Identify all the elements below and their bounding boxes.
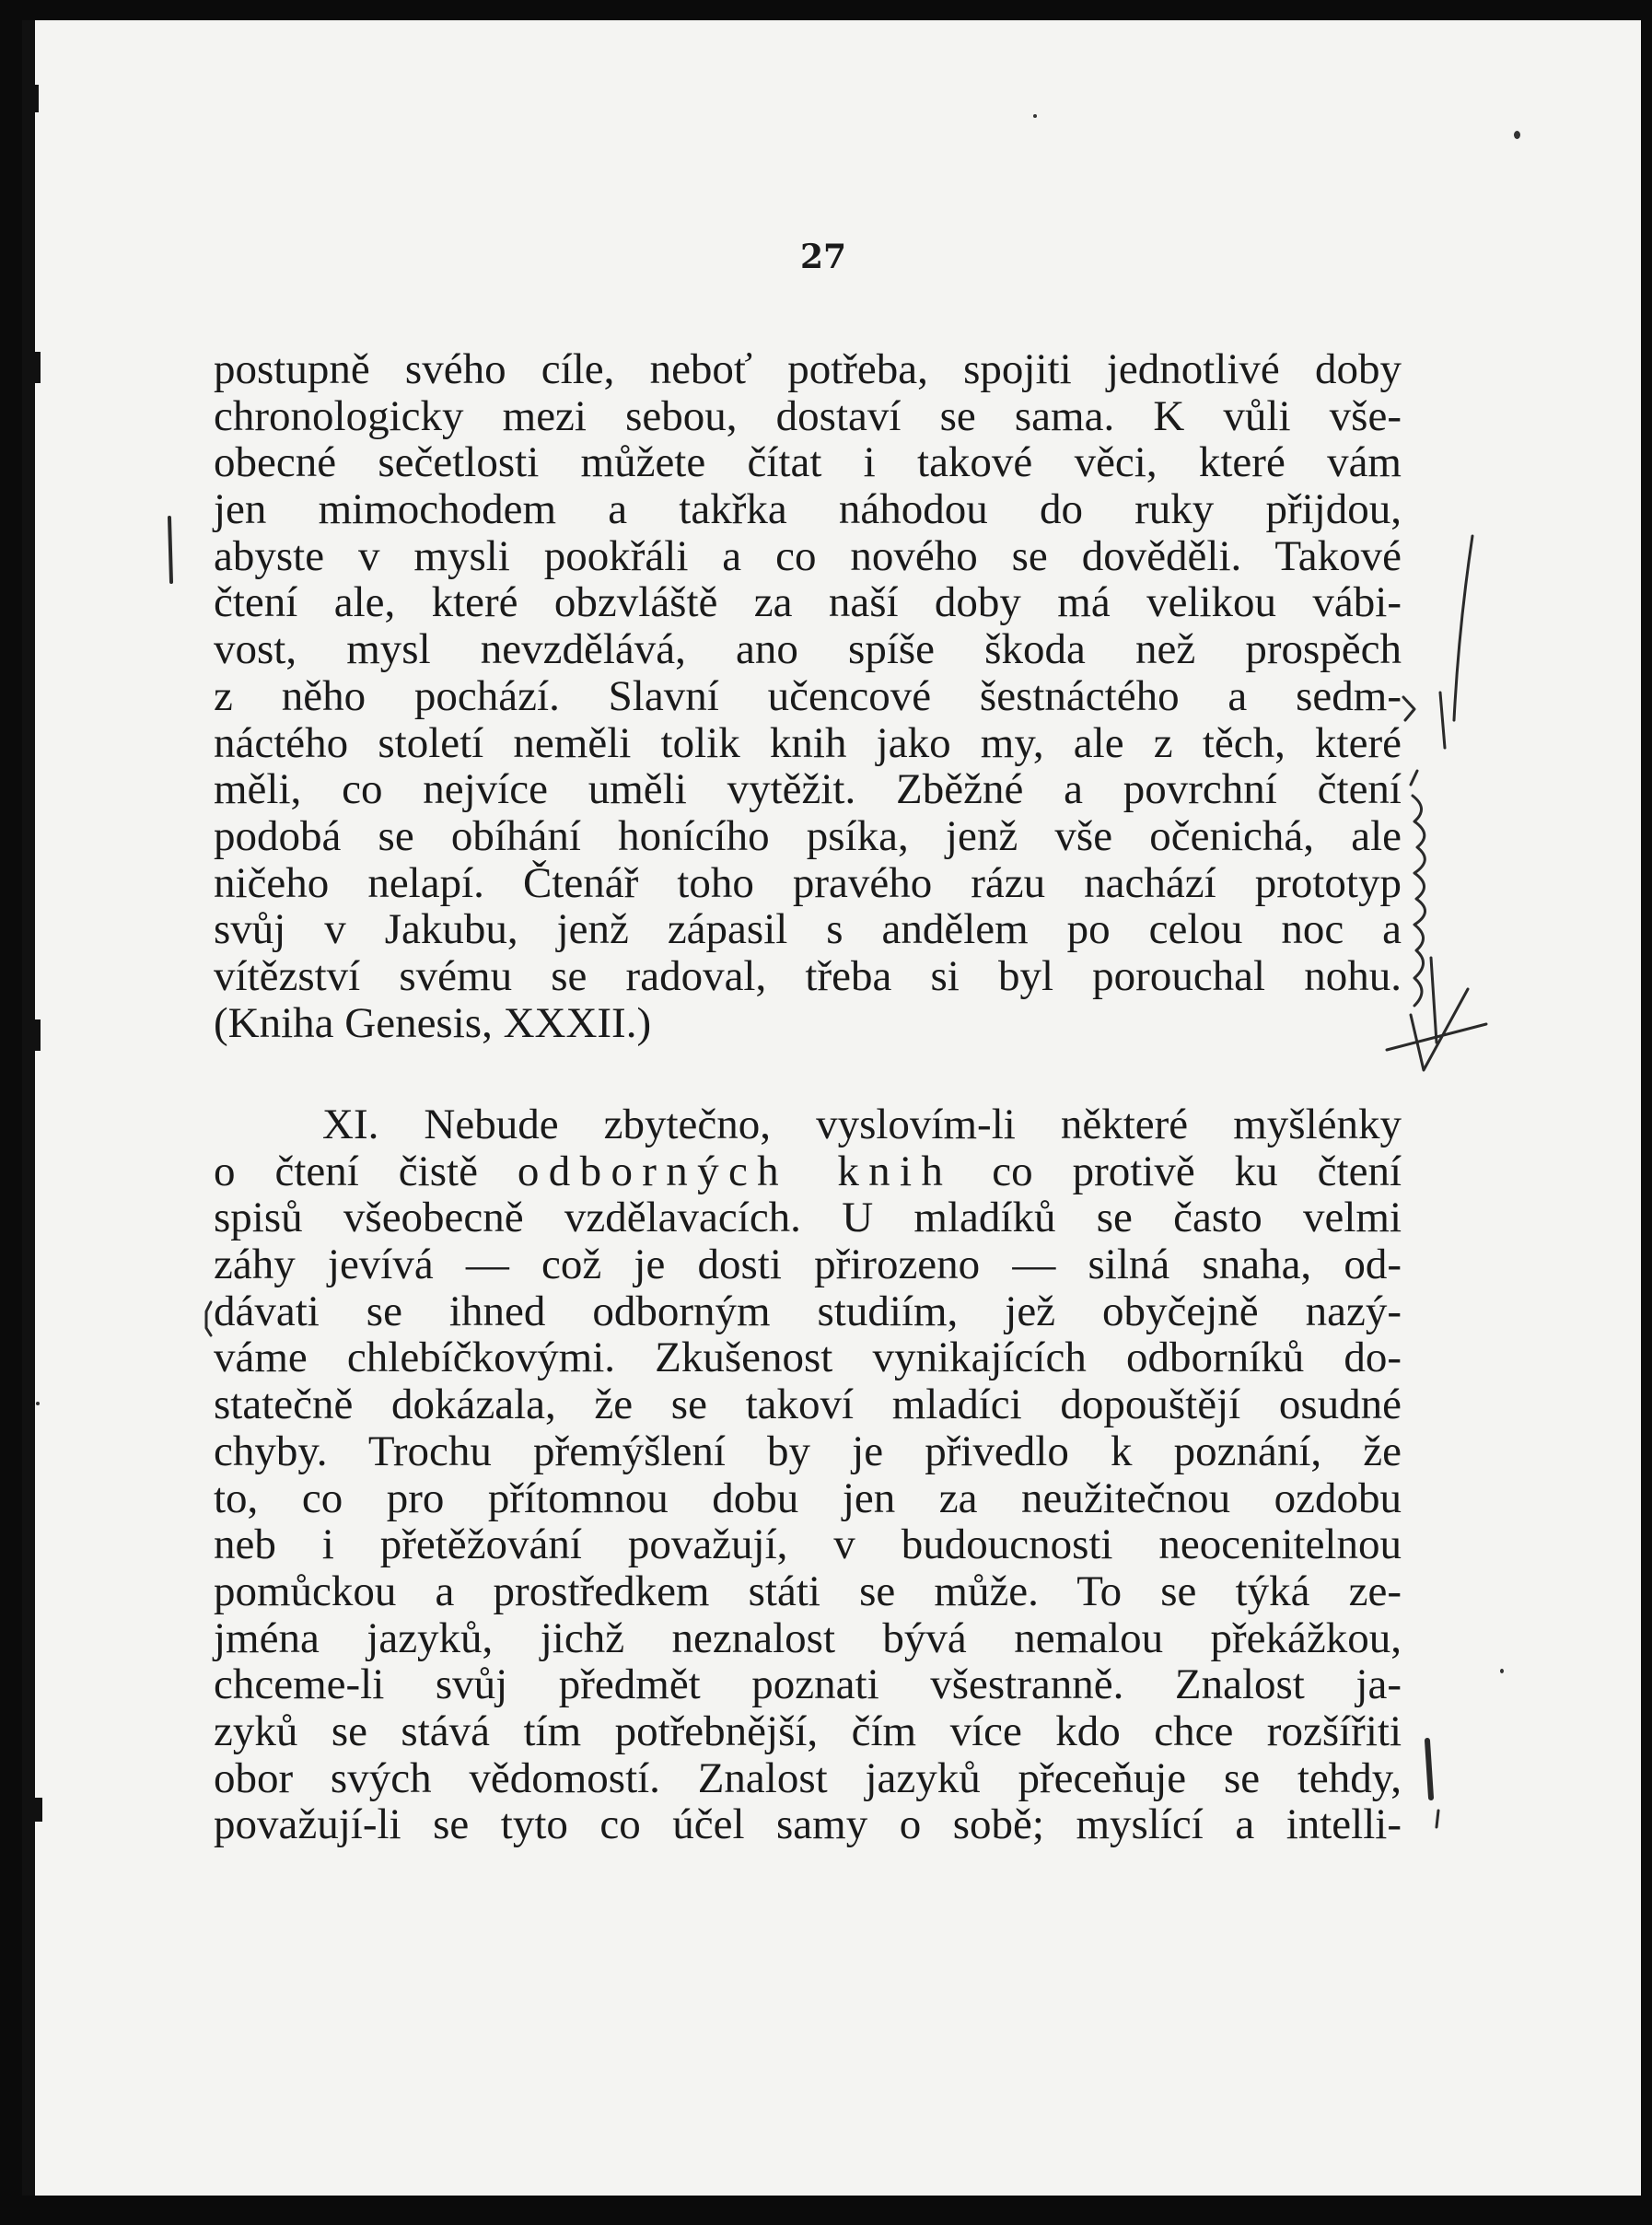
- text-line: postupně svého cíle, neboť potřeba, spojiti jednotlivé doby: [214, 345, 1402, 393]
- text-line: abyste v mysli pookřáli a co nového se dověděli. Takové: [214, 531, 1402, 580]
- margin-tick-mark: [1411, 771, 1417, 785]
- margin-tick-mark: [1440, 693, 1445, 748]
- text-line: svůj v Jakubu, jenž zápasil s andělem po celou noc a: [214, 905, 1402, 954]
- text-line: chceme-li svůj předmět poznati všestranně. Znalost ja-: [214, 1660, 1402, 1709]
- text-line: chyby. Trochu přemýšlení by je přivedlo k poznání, že: [214, 1427, 1402, 1475]
- text-line: zyků se stává tím potřebnější, čím více kdo chce rozšířiti: [214, 1707, 1402, 1755]
- text-line: vost, mysl nevzdělává, ano spíše škoda než prospěch: [214, 625, 1402, 674]
- spaced-emphasis: odborných knih: [517, 1147, 953, 1195]
- binding-mark: [22, 1798, 42, 1822]
- margin-cross-stroke: [1387, 1024, 1486, 1050]
- text-line: neb i přetěžování považují, v budoucnosti neocenitelnou: [214, 1520, 1402, 1569]
- text-line: XI. Nebude zbytečno, vyslovím-li některé myšlénky: [322, 1101, 1402, 1148]
- margin-line-right: [1431, 958, 1437, 1043]
- paper-speck: [1500, 1669, 1504, 1673]
- text-line: statečně dokázala, že se takoví mladíci dopouštějí osudné: [214, 1380, 1402, 1429]
- text-line: vítězství svému se radoval, třeba si byl porouchal nohu.: [214, 951, 1402, 1000]
- text-line: chronologicky mezi sebou, dostaví se sama. K vůli vše-: [214, 391, 1402, 440]
- text-line: (Kniha Genesis, XXXII.): [214, 998, 652, 1047]
- text-line: z něho pochází. Slavní učencové šestnáctého a sedm-: [214, 671, 1402, 720]
- binding-mark: [22, 85, 39, 112]
- margin-bracket-squiggle: [1413, 796, 1425, 1006]
- binding-mark: [22, 1019, 41, 1051]
- text-fragment: co protivě ku čtení: [952, 1147, 1402, 1195]
- text-line: ničeho nelapí. Čtenář toho pravého rázu nachází prototyp: [214, 858, 1402, 907]
- binding-spine: [22, 20, 35, 2196]
- text-line: to, co pro přítomnou dobu jen za neužitečnou ozdobu: [214, 1474, 1402, 1522]
- text-line: podobá se obíhání honícího psíka, jenž vše očenichá, ale: [214, 811, 1402, 860]
- text-line: čtení ale, které obzvláště za naší doby má velikou vábi-: [214, 578, 1402, 627]
- text-line: obecné sečetlosti můžete čítat i takové věci, které vám: [214, 438, 1402, 487]
- paper-speck: [1514, 131, 1520, 139]
- margin-mark-right: [1427, 1741, 1431, 1798]
- text-line: záhy jevívá — což je dosti přirozeno — silná snaha, od-: [214, 1241, 1402, 1289]
- text-line-with-spaced-emphasis: [214, 1148, 1402, 1195]
- margin-check-mark: [1411, 989, 1468, 1070]
- text-line: jména jazyků, jichž neznalost bývá nemalou překážkou,: [214, 1613, 1402, 1662]
- paper-speck: [1033, 114, 1037, 118]
- margin-bracket-left: [206, 1302, 211, 1335]
- text-line: pomůckou a prostředkem státi se může. To se týká ze-: [214, 1567, 1402, 1615]
- margin-line-right: [1454, 536, 1472, 720]
- text-line: měli, co nejvíce uměli vytěžit. Zběžné a povrchní čtení: [214, 765, 1402, 814]
- page-number: 27: [799, 238, 847, 276]
- book-page: [22, 20, 1641, 2196]
- text-line: náctého století neměli tolik knih jako my, ale z těch, které: [214, 718, 1402, 767]
- margin-mark-left: [169, 518, 171, 582]
- text-line: spisů všeobecně vzdělavacích. U mladíků se často velmi: [214, 1194, 1402, 1242]
- text-line: jen mimochodem a takřka náhodou do ruky přijdou,: [214, 485, 1402, 534]
- binding-mark: [22, 352, 41, 383]
- paper-speck: [36, 1402, 40, 1405]
- text-line: váme chlebíčkovými. Zkušenost vynikajících odborníků do-: [214, 1334, 1402, 1382]
- text-line: obor svých vědomostí. Znalost jazyků přeceňuje se tehdy,: [214, 1753, 1402, 1802]
- text-line: dávati se ihned odborným studiím, jež obyčejně nazý-: [214, 1287, 1402, 1335]
- text-fragment: o čtení čistě: [214, 1147, 518, 1195]
- margin-hook-mark: [1403, 697, 1414, 720]
- text-line: považují-li se tyto co účel samy o sobě; myslící a intelli-: [214, 1800, 1402, 1849]
- margin-tick-mark: [1437, 1811, 1438, 1827]
- paragraph-2: [214, 1101, 1402, 1848]
- paragraph-1: [214, 346, 1402, 1046]
